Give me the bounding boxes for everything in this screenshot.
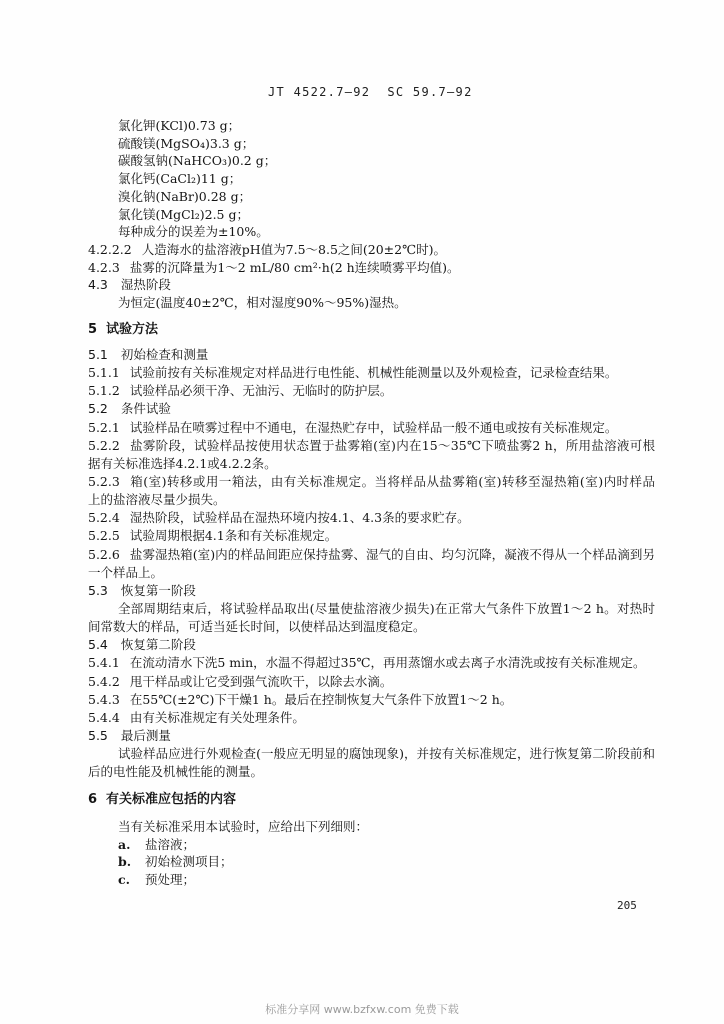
page-number: 205: [617, 899, 637, 912]
clause-text-continuation: 后的电性能及机械性能的测量。: [88, 764, 264, 779]
list-item-text: 初始检测项目；: [145, 854, 233, 869]
clause-5-2-6: [88, 546, 655, 564]
section-number: 6: [88, 792, 98, 807]
clause-number: 5.1.1: [88, 365, 120, 380]
watermark-footer: 标准分享网 www.bzfxw.com 免费下载: [265, 1003, 459, 1016]
subclause-heading-5-1: [88, 346, 208, 364]
clause-number: 5.4.3: [88, 692, 120, 707]
detail-list-item: [118, 836, 195, 854]
subclause-heading-5-4: [88, 636, 196, 654]
list-marker: b.: [118, 854, 132, 869]
subclause-number: 5.1: [88, 347, 108, 362]
subclause-title: 条件试验: [120, 401, 171, 416]
clause-text-continuation: 一个样品上。: [88, 565, 164, 580]
section-heading-5: [88, 321, 158, 339]
clause-text: 在55℃(±2℃)下干燥1 h。最后在控制恢复大气条件下放置1～2 h。: [129, 692, 513, 707]
clause-number: 5.4.4: [88, 710, 120, 725]
subclause-number: 5.4: [88, 637, 108, 652]
salt-composition-item: 氯化镁(MgCl₂)2.5 g；: [118, 207, 249, 222]
salt-composition-item: 碳酸氢钠(NaHCO₃)0.2 g；: [118, 153, 277, 168]
clause-5-4-2: [88, 673, 392, 691]
clause-5-1-2: [88, 382, 392, 400]
salt-composition-item: 溴化钠(NaBr)0.28 g；: [118, 189, 252, 204]
clause-5-1-1: [88, 364, 617, 382]
subclause-title: 湿热阶段: [120, 277, 171, 292]
subclause-heading-5-3: [88, 582, 196, 600]
subclause-heading-5-2: [88, 400, 171, 418]
clause-text: 试验样品应进行外观检查(一般应无明显的腐蚀现象)，并按有关标准规定，进行恢复第二阶段前和: [118, 746, 655, 761]
clause-number: 5.2.3: [88, 474, 120, 489]
clause-number: 5.1.2: [88, 383, 120, 398]
clause-number: 5.2.4: [88, 510, 120, 525]
section-number: 5: [88, 322, 98, 337]
subclause-number: 5.2: [88, 401, 108, 416]
detail-list-item: [118, 871, 195, 889]
clause-5-2-4: [88, 509, 470, 527]
clause-text: 试验样品必须干净、无油污、无临时的防护层。: [129, 383, 393, 398]
clause-text: 盐雾的沉降量为1～2 mL/80 cm²·h(2 h连续喷雾平均值)。: [129, 260, 460, 275]
clause-text: 甩干样品或让它受到强气流吹干，以除去水滴。: [129, 674, 393, 689]
clause-5-2-1: [88, 419, 617, 437]
salt-composition-item: 氯化钾(KCl)0.73 g；: [118, 118, 241, 133]
clause-5-2-2: [88, 437, 655, 455]
clause-text: 试验前按有关标准规定对样品进行电性能、机械性能测量以及外观检查，记录检查结果。: [129, 365, 618, 380]
section-title: 试验方法: [106, 322, 159, 337]
section-title: 有关标准应包括的内容: [106, 792, 237, 807]
clause-5-4-3: [88, 691, 512, 709]
subclause-heading-4-3: [88, 276, 171, 294]
clause-text: 箱(室)转移或用一箱法，由有关标准规定。当将样品从盐雾箱(室)转移至湿热箱(室)内时样品: [129, 474, 655, 489]
clause-text: 在流动清水下洗5 min，水温不得超过35℃，再用蒸馏水或去离子水清洗或按有关标准规定。: [129, 655, 646, 670]
clause-5-2-5: [88, 527, 337, 545]
subclause-title: 恢复第二阶段: [120, 637, 196, 652]
list-item-text: 预处理；: [145, 872, 196, 887]
salt-composition-item: 氯化钙(CaCl₂)11 g；: [118, 171, 242, 186]
clause-text: 全部周期结束后，将试验样品取出(尽量使盐溶液少损失)在正常大气条件下放置1～2 h。对热时: [118, 601, 655, 616]
clause-5-2-3: [88, 473, 655, 491]
clause-number: 5.2.6: [88, 547, 120, 562]
clause-text-continuation: 上的盐溶液尽量少损失。: [88, 492, 226, 507]
clause-number: 5.2.1: [88, 420, 120, 435]
clause-text-continuation: 间常数大的样品，可适当延长时间，以使样品达到温度稳定。: [88, 619, 426, 634]
clause-text: 由有关标准规定有关处理条件。: [129, 710, 305, 725]
running-header: JT 4522.7—92 SC 59.7—92: [268, 85, 473, 99]
section-heading-6: [88, 791, 236, 809]
list-marker: c.: [118, 872, 130, 887]
clause-text: 盐雾湿热箱(室)内的样品间距应保持盐雾、湿气的自由、均匀沉降，凝液不得从一个样品滴到另: [129, 547, 655, 562]
clause-number: 4.2.2.2: [88, 242, 132, 257]
subclause-title: 初始检查和测量: [120, 347, 209, 362]
clause-number: 5.2.5: [88, 528, 120, 543]
list-item-text: 盐溶液；: [145, 837, 196, 852]
salt-composition-item: 硫酸镁(MgSO₄)3.3 g；: [118, 136, 255, 151]
subclause-number: 4.3: [88, 277, 108, 292]
subclause-number: 5.3: [88, 583, 108, 598]
clause-text: 人造海水的盐溶液pH值为7.5～8.5之间(20±2℃时)。: [141, 242, 446, 257]
clause-4-2-2-2: [88, 241, 446, 259]
section-intro-text: 当有关标准采用本试验时，应给出下列细则：: [118, 819, 369, 834]
detail-list-item: [118, 853, 233, 871]
subclause-number: 5.5: [88, 728, 108, 743]
clause-text: 湿热阶段，试验样品在湿热环境内按4.1、4.3条的要求贮存。: [129, 510, 470, 525]
clause-number: 4.2.3: [88, 260, 120, 275]
list-marker: a.: [118, 837, 131, 852]
clause-number: 5.4.1: [88, 655, 120, 670]
clause-4-2-3: [88, 259, 460, 277]
clause-text: 为恒定(温度40±2℃，相对湿度90%～95%)湿热。: [118, 295, 407, 310]
clause-text: 试验周期根据4.1条和有关标准规定。: [129, 528, 338, 543]
clause-number: 5.2.2: [88, 438, 120, 453]
clause-5-4-1: [88, 654, 646, 672]
subclause-title: 最后测量: [120, 728, 171, 743]
clause-text: 盐雾阶段，试验样品按使用状态置于盐雾箱(室)内在15～35℃下喷盐雾2 h，所用盐溶液可根: [129, 438, 655, 453]
clause-number: 5.4.2: [88, 674, 120, 689]
clause-5-4-4: [88, 709, 305, 727]
subclause-title: 恢复第一阶段: [120, 583, 196, 598]
clause-text-continuation: 据有关标准选择4.2.1或4.2.2条。: [88, 456, 277, 471]
clause-text: 试验样品在喷雾过程中不通电，在湿热贮存中，试验样品一般不通电或按有关标准规定。: [129, 420, 618, 435]
composition-tolerance-note: 每种成分的误差为±10%。: [118, 224, 269, 239]
subclause-heading-5-5: [88, 727, 171, 745]
